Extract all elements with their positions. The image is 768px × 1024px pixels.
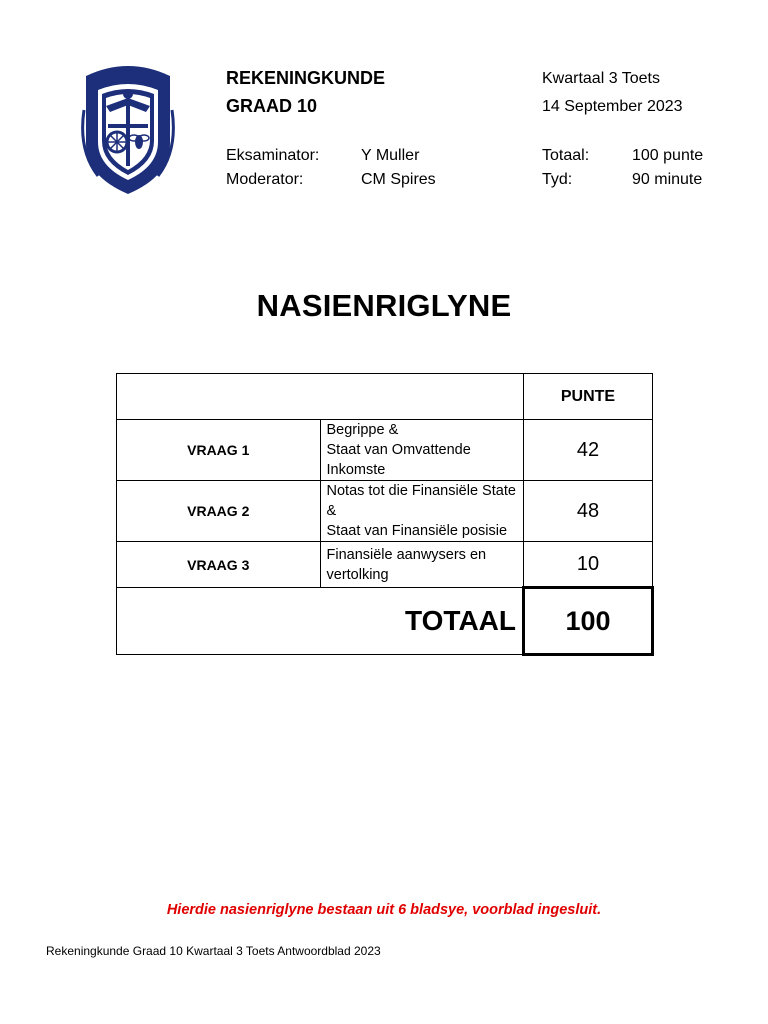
examiner-name: Y Muller: [361, 147, 420, 164]
table-row: [117, 481, 653, 542]
page-title: NASIENRIGLYNE: [256, 288, 512, 323]
table-row: [117, 542, 653, 588]
school-crest-logo: [76, 60, 180, 196]
grand-total-value: 100: [524, 588, 653, 655]
question-label: VRAAG 2: [117, 481, 321, 542]
points-column-header: PUNTE: [524, 374, 653, 420]
time-value: 90 minute: [632, 171, 703, 188]
description-line: Finansiële aanwysers en vertolking: [326, 546, 487, 583]
page-count-note: Hierdie nasienriglyne bestaan uit 6 bladsye, voorblad ingesluit.: [166, 902, 602, 918]
time-label: Tyd:: [542, 171, 573, 188]
description-line: Staat van Finansiële posisie: [326, 523, 508, 539]
total-value: 100 punte: [632, 147, 704, 164]
question-label: VRAAG 1: [117, 420, 321, 481]
grade-title: GRAAD 10: [226, 96, 318, 116]
grand-total-label: TOTAAL: [117, 588, 524, 655]
table-header-blank: [117, 374, 524, 420]
table-header-row: [117, 374, 653, 420]
table-row: [117, 420, 653, 481]
test-name: Kwartaal 3 Toets: [542, 70, 660, 87]
subject-title: REKENINGKUNDE: [226, 68, 386, 88]
moderator-label: Moderator:: [226, 171, 304, 188]
test-date: 14 September 2023: [542, 98, 683, 115]
description-line: Staat van Omvattende Inkomste: [326, 442, 471, 478]
total-row: [117, 588, 653, 655]
total-label: Totaal:: [542, 147, 590, 164]
question-points: 42: [524, 420, 653, 481]
question-points: 48: [524, 481, 653, 542]
question-description: [320, 420, 524, 481]
question-label: VRAAG 3: [117, 542, 321, 588]
description-line: Notas tot die Finansiële State &: [326, 483, 516, 519]
question-description: [320, 481, 524, 542]
page-footer: Rekeningkunde Graad 10 Kwartaal 3 Toets Antwoordblad 2023: [46, 944, 381, 958]
question-points: 10: [524, 542, 653, 588]
description-line: Begrippe &: [326, 422, 399, 438]
marks-table: [116, 373, 654, 656]
question-description: [320, 542, 524, 588]
examiner-label: Eksaminator:: [226, 147, 320, 164]
moderator-name: CM Spires: [361, 171, 436, 188]
